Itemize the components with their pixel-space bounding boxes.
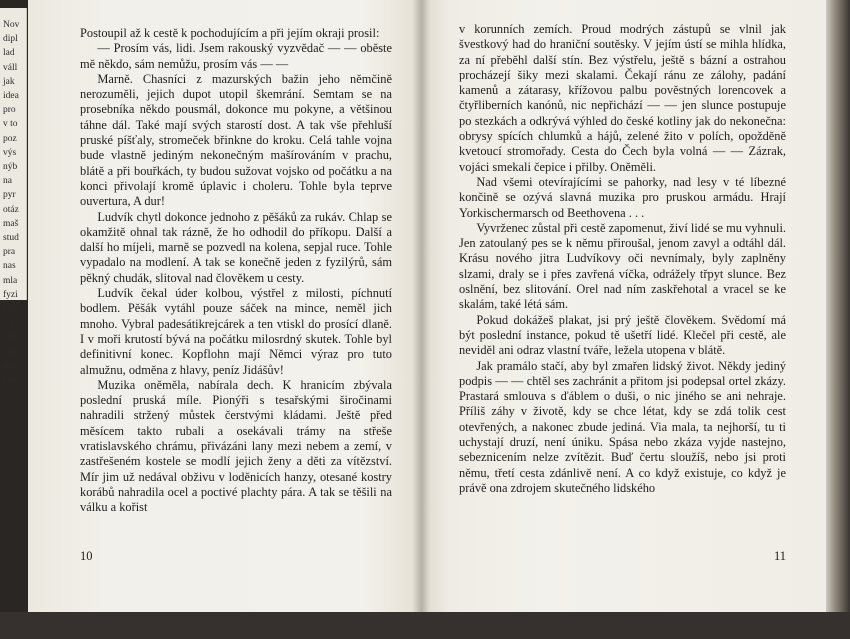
previous-page-fragment: stud	[3, 233, 19, 244]
paragraph: — Prosím vás, lidi. Jsem rakouský vyzvědač — — oběste mě někdo, sám nemůžu, prosím vás — —	[80, 41, 392, 71]
previous-page-fragment: nýb	[3, 162, 18, 173]
previous-page-fragment: poz	[3, 133, 17, 144]
paragraph: Jak pramálo stačí, aby byl zmařen lidský život. Někdy jediný podpis — — chtěl ses zachránit a přitom jsi podepsal ortel zkázy. Prastará smlouva s ďáblem o duši, o nic jiného se ani nehraje. Příliš záhy v životě, kdy se chce létat, kdy se zdá tolik cest otevřených, a nakonec zbude jediná. Via mala, ta nejhorší, tu ti uchystají druzí, není úniku. Spása nebo zkáza vyjde nastejno, sebeznicením nelze zvítězit. Buď čertu sloužíš, nebo jsi proti němu, třetí cesta zdánlivě není. A co když existuje, co když je právě ona zdrojem skutečného lidského	[459, 358, 786, 495]
previous-page-fragment: pyr	[3, 190, 16, 201]
paragraph: Ludvík chytl dokonce jednoho z pěšáků za rukáv. Chlap se okamžitě ohnal tak rázně, že ho odhodil do příkopu. Další a další ho míjeli, marně se pozvedl na kolena, sepjal ruce. Tohle vypadalo na modlení. A tak se konečně jeden z fyzilýrů, sám pěkný chudák, slitoval nad člověkem u cesty.	[80, 209, 392, 285]
page-edge	[826, 0, 850, 615]
previous-page-fragment: člov	[3, 375, 20, 386]
previous-page-fragment: v to	[3, 119, 18, 130]
previous-page-fragments	[0, 8, 26, 387]
paragraph: Nad všemi otevírajícími se pahorky, nad lesy v té líbezné končině se ozývá slavná muzika pro pruskou armádu. Hrají Yorkischermarsch od Beethovena . . .	[459, 174, 786, 220]
previous-page-fragment: dipl	[3, 34, 18, 45]
previous-page-fragment: bala	[3, 304, 19, 315]
paragraph: Vyvrženec zůstal při cestě zapomenut, živí lidé se mu vyhnuli. Jen zatoulaný pes se k němu přiroušal, jenom zavyl a odtáhl dál. Krásu nového jitra Ludvíkovy oči nevnímaly, byly zaplněny slzami, draly se i přes zavřená víčka, odrážely třpyt slunce. Bez oslnění, bez slitování. Orel nad ním zaskřehotal a vracel se ke skalám, také létá sám.	[459, 220, 786, 312]
right-page	[421, 0, 826, 612]
left-page-number: 10	[80, 549, 93, 563]
paragraph: Marně. Chasníci z mazurských bažin jeho němčině nerozuměli, jejich dupot utopil škemrání. Semtam se na prosebníka někdo pousmál, dokonce mu pokyne, a většinou táhne dál. Také mají svých starostí dost. A tak vše přehluší pruské píšťaly, stromeček břinkne do kroku. Celá tahle vojna bude vlastně jediným nekonečným mašírováním v prachu, blátě a při bouřkách, ty budou sužovat vojsko od počátku a na konci přivolají kromě úplavic i choleru. Tohle byla teprve ouvertura, A dur!	[80, 71, 392, 209]
left-page-text	[80, 26, 392, 516]
previous-page-fragment: moc	[3, 360, 20, 371]
previous-page-fragment: jak	[3, 76, 15, 87]
previous-page-fragment: a s	[3, 318, 14, 329]
previous-page-sliver	[0, 8, 27, 386]
previous-page-fragment: na	[3, 176, 12, 187]
paragraph: Ludvík čekal úder kolbou, výstřel z milosti, píchnutí bodlem. Pěšák vytáhl pouze sáček na mince, neměl jich mnoho. Vybral padesátikrejcárek a ten vtiskl do prosící dlaně. I v moři krutostí bývá na počátku milosrdný skutek. Tohle byl definitivní konec. Kopflohn mají Němci výraz pro tuto almužnu, odměna z hlavy, peníz Jidášův!	[80, 286, 392, 377]
right-page-text	[459, 22, 786, 496]
previous-page-fragment: maš	[3, 218, 19, 229]
previous-page-fragment: idea	[3, 91, 19, 102]
previous-page-fragment: nas	[3, 261, 16, 272]
previous-page-fragment: mla	[3, 275, 18, 286]
previous-page-fragment: váll	[3, 62, 18, 73]
previous-page-fragment: trpě	[3, 332, 18, 343]
paragraph: Muzika oněměla, nabírala dech. K hranicím zbývala poslední pruská míle. Pionýři s tesařskými širočinami nahradili stržený můstek čerstvými kládami. Ještě před měsícem takto rubali a osekávali trámy na střeše vratislavského chrámu, přivázáni lany mezi nebem a zemí, v zastřešeném kostele se modlí jejich ženy a děti za vítězství. Mír jim už nedával obživu v loděnicích hanzy, otesané kostry korábů nahradila ocel a poctivé plachty pára. A tak se těšili na válku a kořist	[80, 377, 392, 515]
previous-page-fragment: výs	[3, 147, 17, 158]
previous-page-fragment: Nov	[3, 20, 20, 30]
paragraph: v korunních zemích. Proud modrých zástupů se vlnil jak švestkový had do hraniční soutěsky. V jejím ústí se mihla hlídka, za ní přeběhl další stín. Bez výstřelu, ještě s bázní a ostrahou procházejí šiky mezi skalami. Čekají ránu ze zálohy, padání kamenů a zátarasy, křížovou palbu pověstných lorencovek a čtyřliberních kanónů, nic nepřichází — — jen slunce postupuje po stezkách a odkrývá výhled do české kotliny jak do nekonečna: obrysy spících chlumků a hájů, zelené žito v polích, opožděně kvetoucí stromořady. Cesta do Čech byla volná — — Zázrak, vojáci smekali čepice i přilby. Oněměli.	[459, 22, 786, 174]
left-page	[28, 0, 421, 615]
paragraph: Postoupil až k cestě k pochodujícím a při jejím okraji prosil:	[80, 26, 380, 40]
previous-page-fragment: fyzi	[3, 289, 18, 300]
right-page-number: 11	[773, 549, 786, 563]
previous-page-fragment: lad	[3, 48, 15, 59]
previous-page-fragment: pro	[3, 105, 16, 116]
previous-page-fragment: otáz	[3, 204, 19, 215]
previous-page-fragment: pra	[3, 247, 16, 258]
paragraph: Pokud dokážeš plakat, jsi prý ještě člověkem. Svědomí má být poslední instance, pokud tě ušetří lidé. Klečel při cestě, ale neviděl ani odraz vlastní tváře, ležela utopena v blátě.	[459, 312, 786, 358]
scanner-background	[0, 612, 850, 639]
previous-page-fragment: posl	[3, 346, 19, 357]
